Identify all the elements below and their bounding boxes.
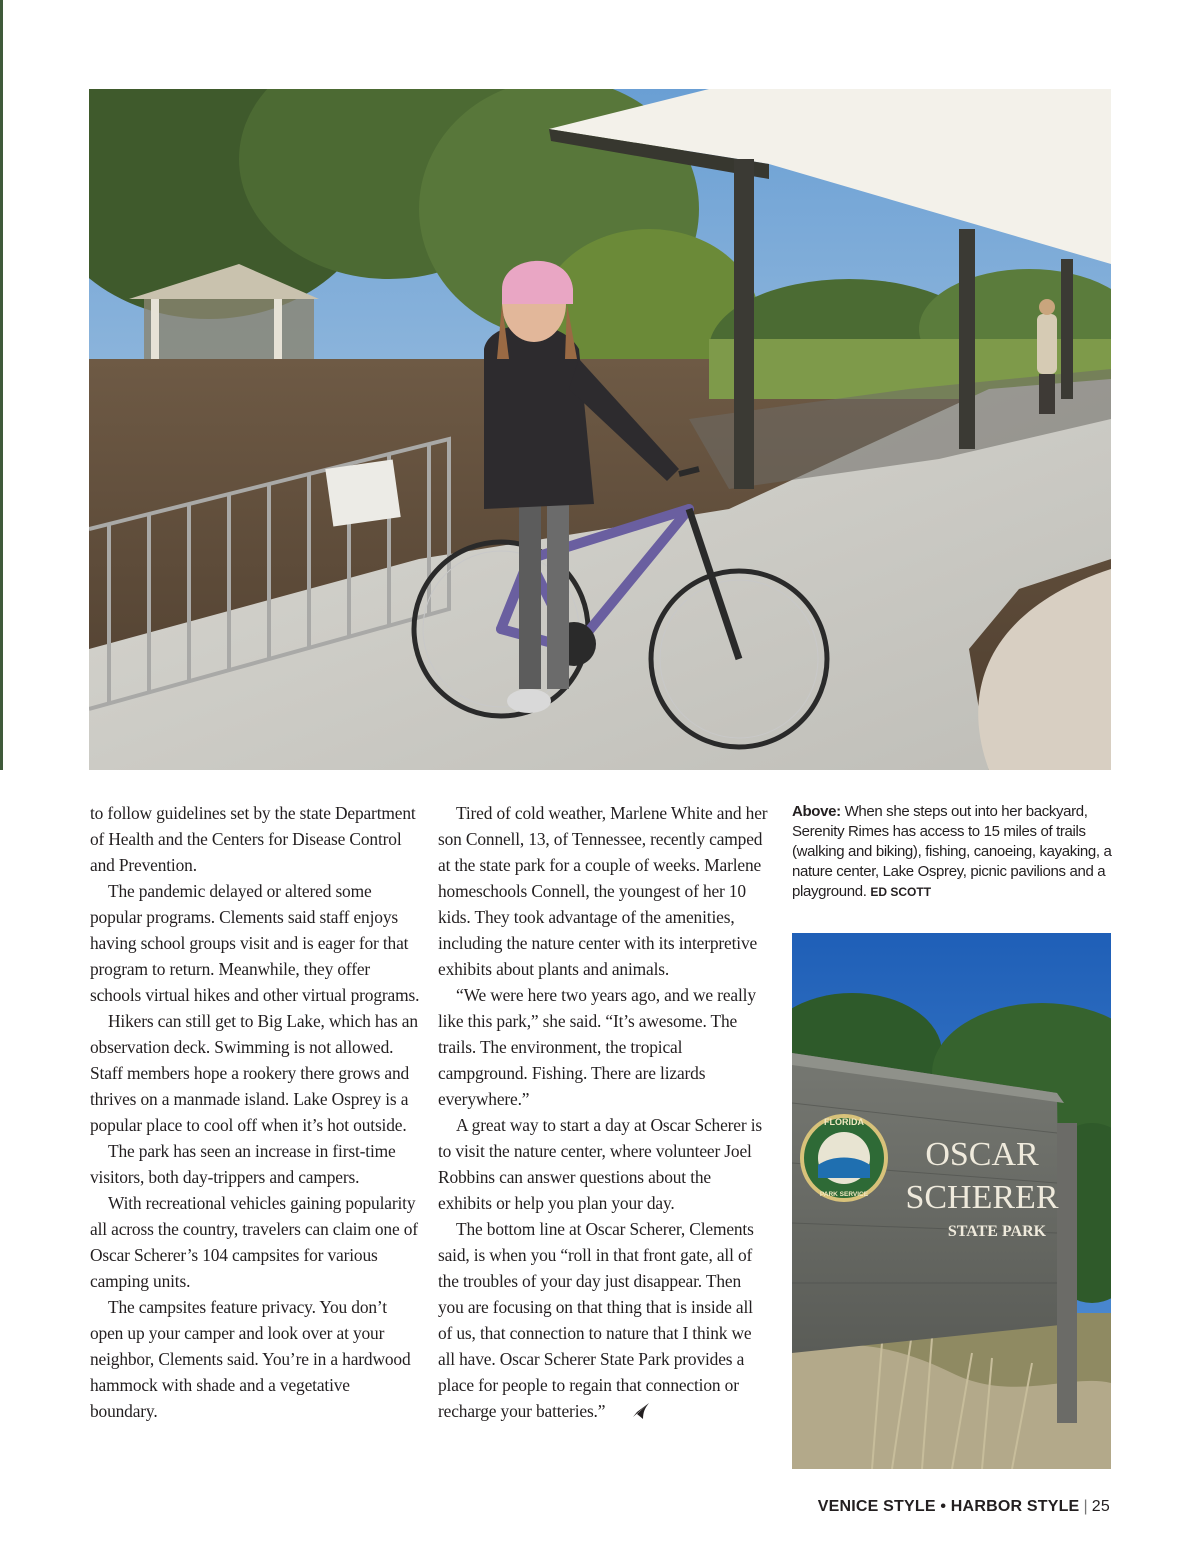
paragraph-text: The bottom line at Oscar Scherer, Clements said, is when you “roll in that front gate, all of the troubles of your day just disappear. Then you are focusing on that thing that is inside all of us, that connection to nature that I think we all have. Oscar Scherer State Park provides a place for people to regain that connection or recharge your batteries.”: [438, 1219, 754, 1421]
photo-credit: ED SCOTT: [870, 885, 932, 899]
photo-caption: [792, 802, 1114, 902]
page-edge-strip: [0, 0, 3, 770]
page-footer: [818, 1498, 1110, 1516]
page-number: 25: [1091, 1498, 1110, 1515]
sign-line-1: OSCAR: [925, 1136, 1039, 1173]
caption-text: When she steps out into her backyard, Serenity Rimes has access to 15 miles of trails (walking and biking), fishing, canoeing, kayaking, a nature center, Lake Osprey, picnic pavilions and a playground.: [792, 803, 1112, 900]
seal-bottom-text: PARK SERVICE: [819, 1191, 869, 1198]
article-column-1: [90, 800, 420, 1424]
paragraph: Hikers can still get to Big Lake, which has an observation deck. Swimming is not allowed. Staff members hope a rookery there grows and thrives on a manmade island. Lake Osprey is a popular place to cool off when it’s hot outside.: [90, 1011, 418, 1135]
publication-name: VENICE STYLE • HARBOR STYLE: [817, 1498, 1080, 1515]
sign-photo-oscar-scherer: [792, 933, 1111, 1469]
paragraph-last: [438, 1216, 768, 1427]
paragraph: With recreational vehicles gaining popularity all across the country, travelers can claim one of Oscar Scherer’s 104 campsites for various camping units.: [90, 1193, 418, 1291]
caption-lead: Above:: [792, 803, 841, 820]
end-of-story-sail-icon: [613, 1401, 651, 1427]
seal-top-text: FLORIDA: [824, 1117, 864, 1127]
footer-separator: |: [1083, 1498, 1088, 1515]
paragraph: The park has seen an increase in first-time visitors, both day-trippers and campers.: [90, 1141, 396, 1187]
sign-line-2: SCHERER: [905, 1179, 1059, 1216]
paragraph: “We were here two years ago, and we really like this park,” she said. “It’s awesome. The trails. The environment, the tropical campground. Fishing. There are lizards everywhere.”: [438, 985, 756, 1109]
article-column-2: [438, 800, 768, 1427]
paragraph: The pandemic delayed or altered some popular programs. Clements said staff enjoys having school groups visit and is eager for that program to return. Meanwhile, they offer schools virtual hikes and other virtual programs.: [90, 881, 420, 1005]
sign-line-3: STATE PARK: [947, 1223, 1047, 1240]
paragraph: to follow guidelines set by the state Department of Health and the Centers for Disease Control and Prevention.: [90, 803, 416, 875]
paragraph: The campsites feature privacy. You don’t open up your camper and look over at your neighbor, Clements said. You’re in a hardwood hammock with shade and a vegetative boundary.: [90, 1297, 411, 1421]
paragraph: Tired of cold weather, Marlene White and her son Connell, 13, of Tennessee, recently camped at the state park for a couple of weeks. Marlene homeschools Connell, the youngest of her 10 kids. They took advantage of the amenities, including the nature center with its interpretive exhibits about plants and animals.: [438, 803, 768, 979]
hero-photo-girl-with-bicycle: [89, 89, 1111, 770]
paragraph: A great way to start a day at Oscar Scherer is to visit the nature center, where volunteer Joel Robbins can answer questions about the exhibits or help you plan your day.: [438, 1115, 763, 1213]
